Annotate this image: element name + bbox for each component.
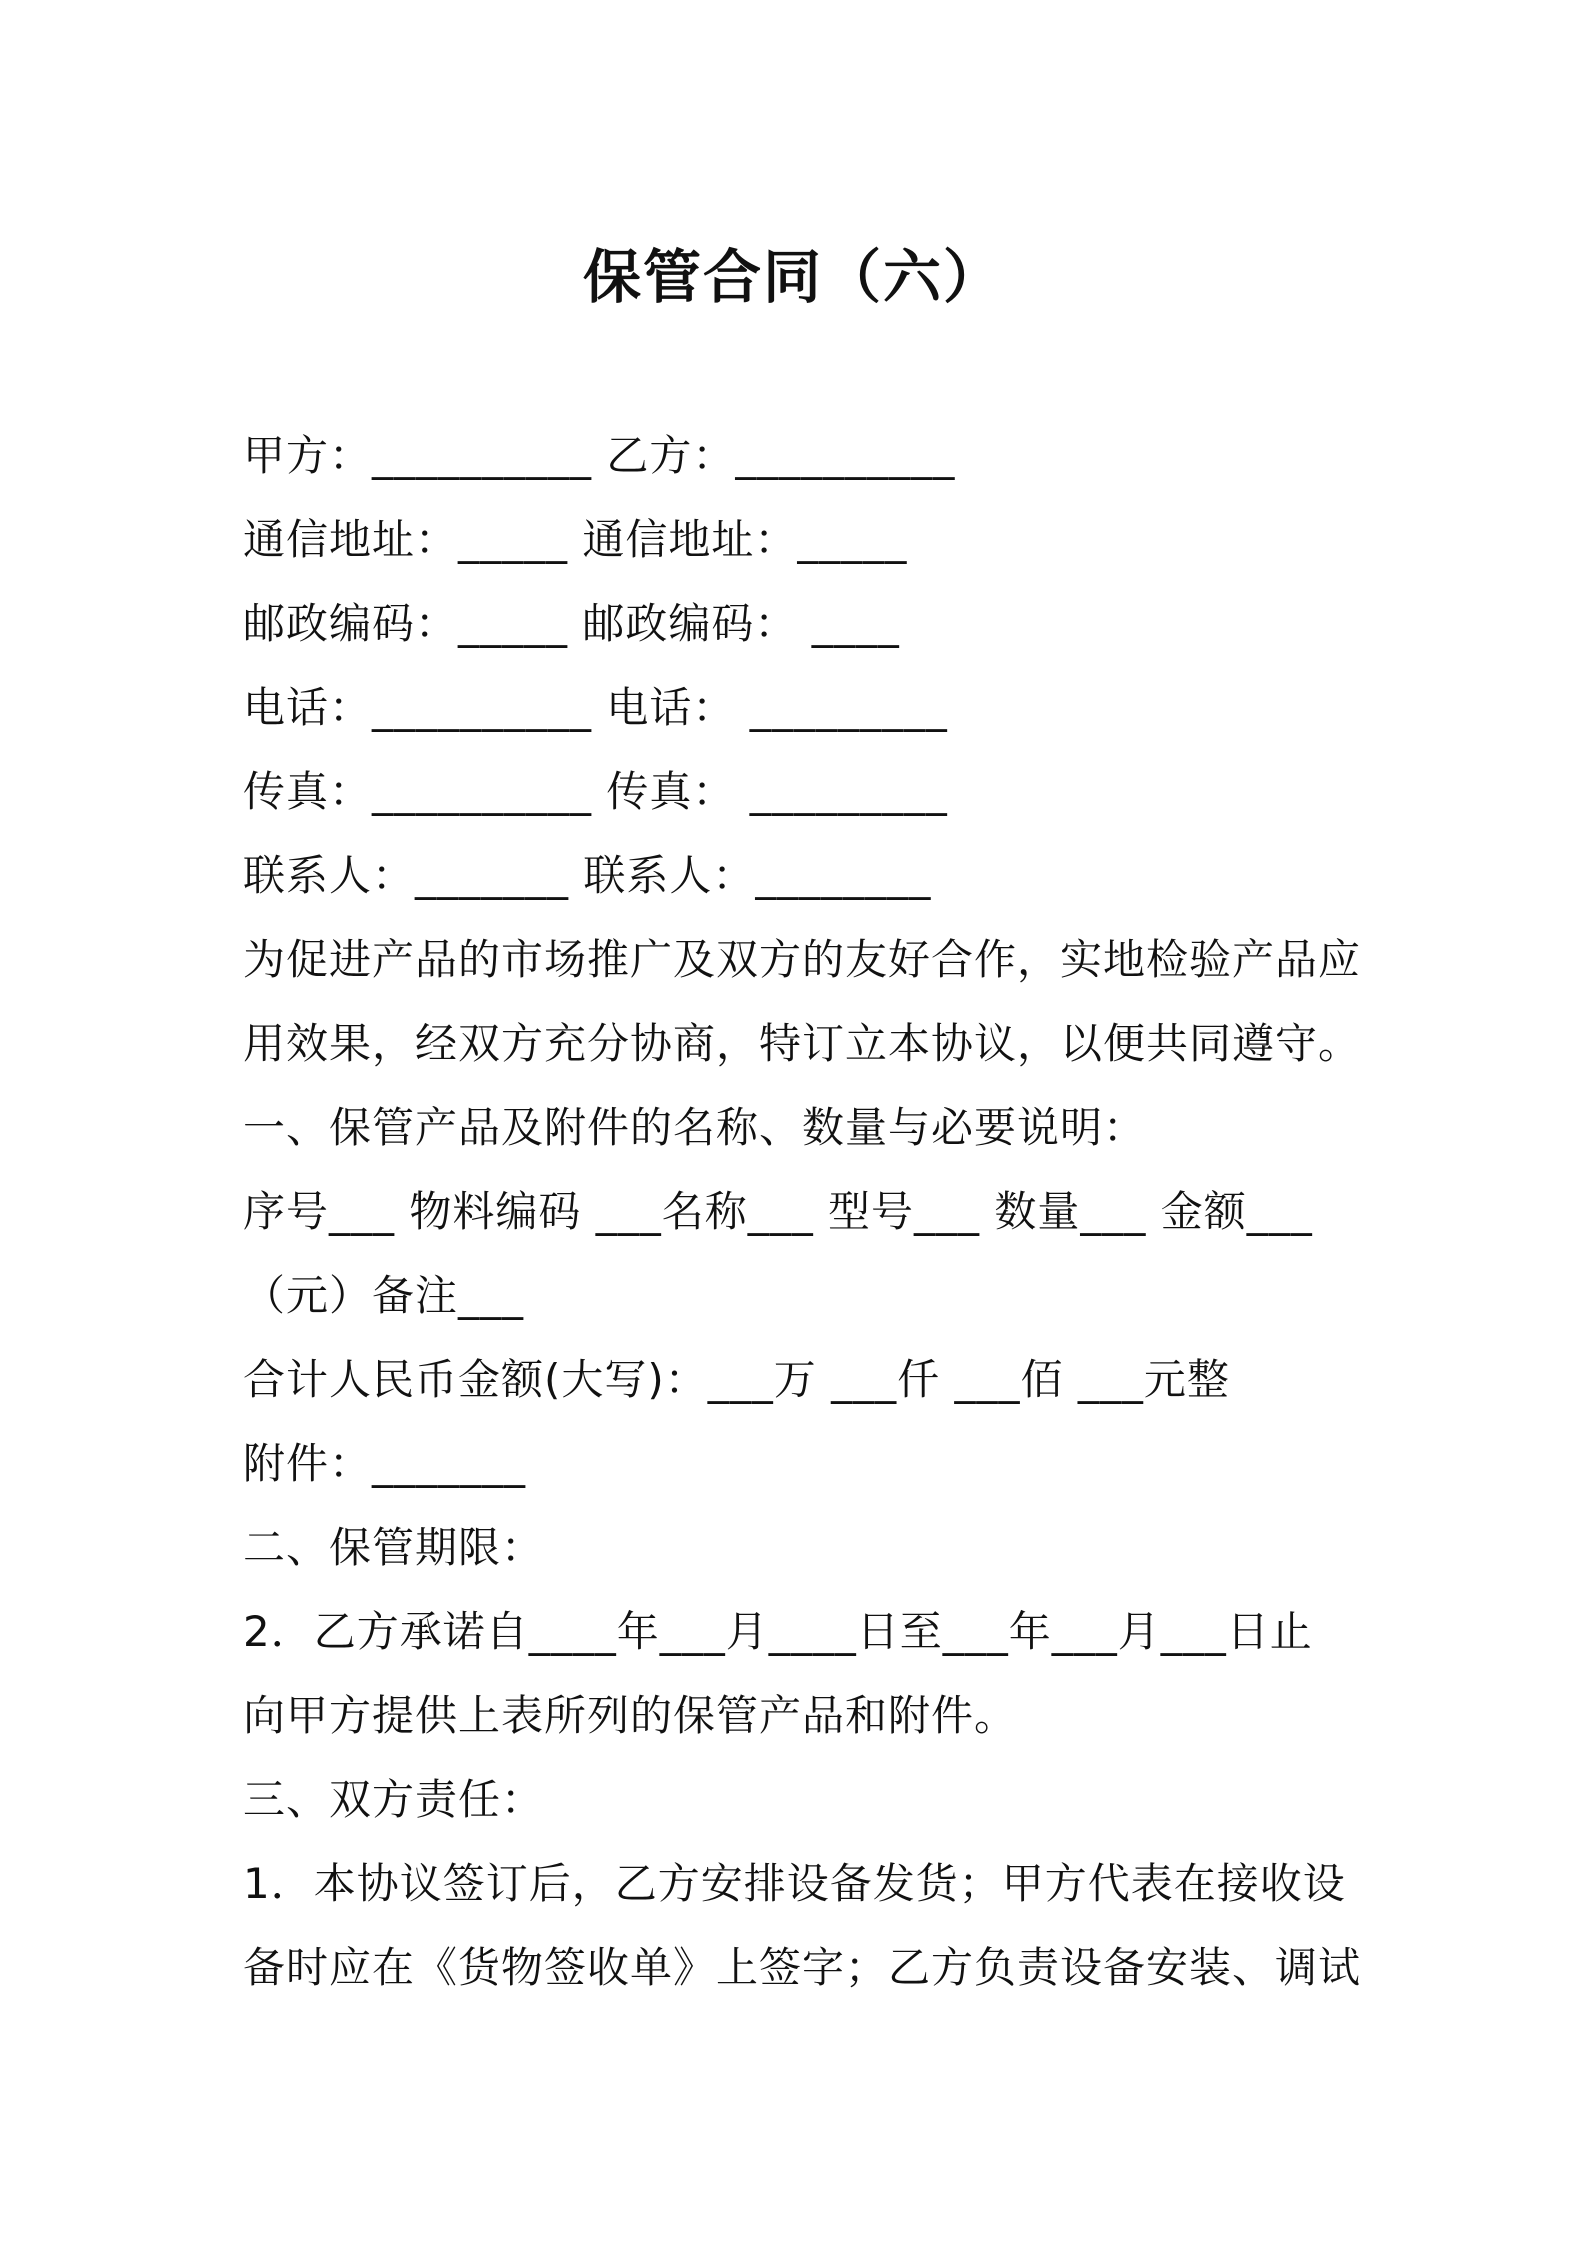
intro-paragraph-line-2: 用效果，经双方充分协商，特订立本协议，以便共同遵守。	[243, 1019, 1362, 1068]
address-line: 通信地址：_____ 通信地址：_____	[243, 515, 908, 564]
responsibility-clause-line-1: 1．本协议签订后，乙方安排设备发货；甲方代表在接收设	[243, 1859, 1346, 1908]
term-clause-line-1: 2．乙方承诺自____年___月____日至___年___月___日止	[243, 1607, 1313, 1656]
document-body	[243, 414, 1362, 2010]
fax-line: 传真：__________ 传真： _________	[243, 767, 948, 816]
phone-line: 电话：__________ 电话： _________	[243, 683, 948, 732]
contact-line: 联系人：_______ 联系人：________	[243, 851, 932, 900]
party-names-line: 甲方：__________ 乙方：__________	[243, 431, 956, 480]
item-fields-line-1: 序号___ 物料编码 ___名称___ 型号___ 数量___ 金额___	[243, 1187, 1313, 1236]
total-amount-line: 合计人民币金额(大写)：___万 ___仟 ___佰 ___元整	[243, 1355, 1230, 1404]
section-2-heading: 二、保管期限：	[243, 1523, 545, 1572]
document-title: 保管合同（六）	[582, 243, 1003, 311]
item-fields-line-2: （元）备注___	[243, 1271, 525, 1320]
responsibility-clause-line-2: 备时应在《货物签收单》上签字；乙方负责设备安装、调试	[243, 1943, 1362, 1992]
term-clause-line-2: 向甲方提供上表所列的保管产品和附件。	[243, 1691, 1018, 1740]
attachment-line: 附件：_______	[243, 1439, 527, 1488]
postal-code-line: 邮政编码：_____ 邮政编码： ____	[243, 599, 900, 648]
intro-paragraph-line-1: 为促进产品的市场推广及双方的友好合作，实地检验产品应	[243, 935, 1362, 984]
section-3-heading: 三、双方责任：	[243, 1775, 545, 1824]
section-1-heading: 一、保管产品及附件的名称、数量与必要说明：	[243, 1103, 1147, 1152]
